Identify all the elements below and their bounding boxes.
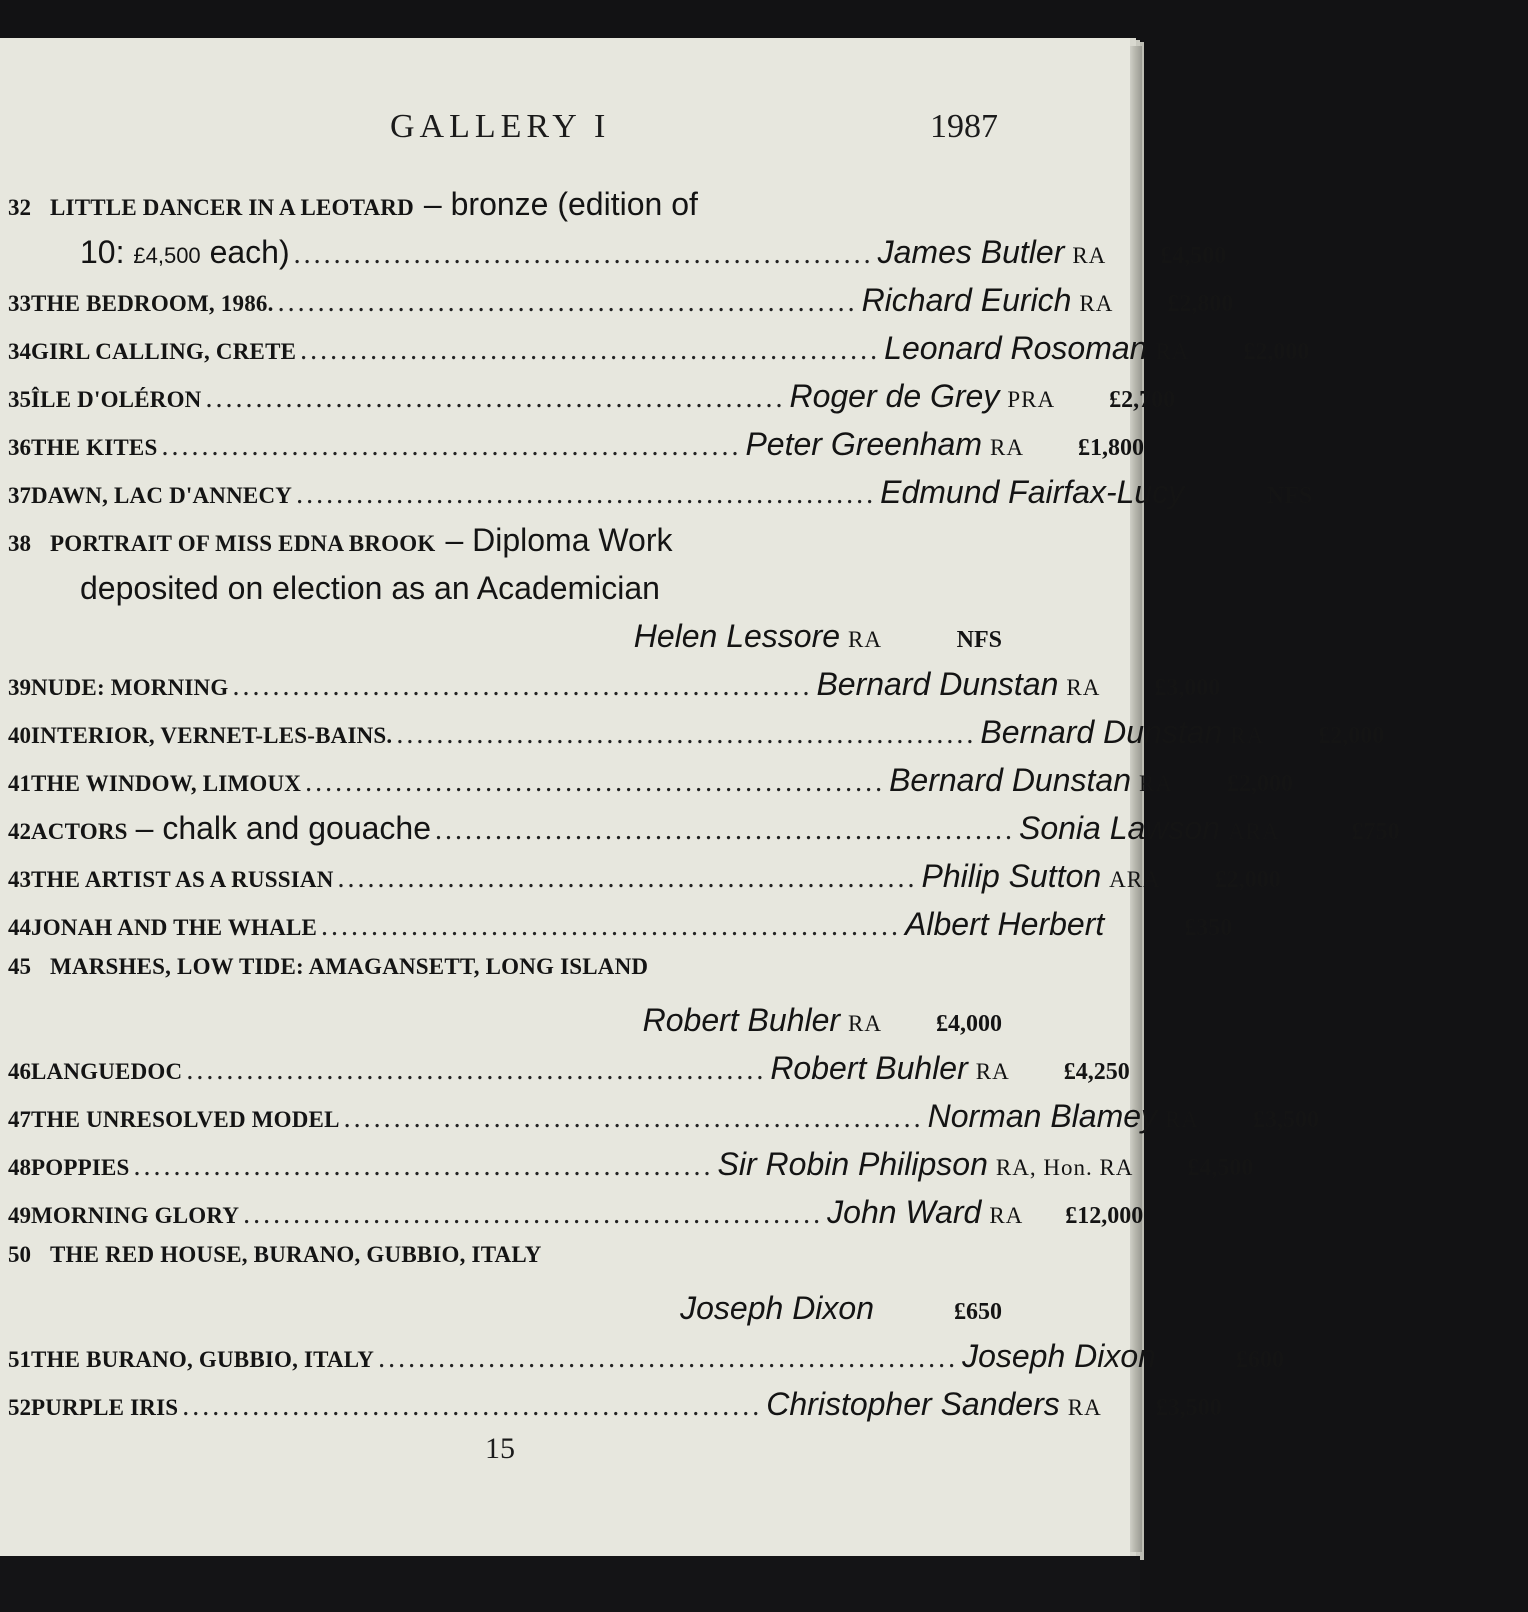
entry-number: 43 bbox=[8, 867, 31, 892]
catalogue-entry bbox=[0, 426, 1144, 474]
catalogue-entry bbox=[0, 666, 1221, 714]
catalogue-entry bbox=[0, 1146, 1254, 1194]
catalogue-entry bbox=[0, 1338, 1284, 1386]
catalogue-entry bbox=[0, 186, 1227, 282]
entry-title: ACTORS bbox=[31, 819, 128, 844]
entry-description: – Diploma Work bbox=[445, 522, 673, 558]
entry-artist: Philip Sutton bbox=[921, 858, 1102, 894]
entry-title: THE KITES bbox=[31, 435, 158, 460]
leader-dots: .......................................................... bbox=[343, 1103, 924, 1134]
entry-artist-suffix: PRA bbox=[1007, 387, 1056, 412]
catalogue-entry bbox=[0, 474, 1313, 522]
entry-number: 44 bbox=[8, 915, 31, 940]
entry-price: £2,700 bbox=[1109, 387, 1176, 413]
page-number: 15 bbox=[485, 1432, 515, 1465]
entry-price: £750 bbox=[1351, 819, 1400, 845]
background-bottom bbox=[0, 1556, 1140, 1612]
entry-title: THE RED HOUSE, BURANO, GUBBIO, ITALY bbox=[50, 1242, 542, 1267]
entry-number: 51 bbox=[8, 1347, 31, 1372]
entry-title: LITTLE DANCER IN A LEOTARD bbox=[50, 195, 414, 220]
entry-continuation: deposited on election as an Academician bbox=[80, 570, 660, 606]
entry-price: £1,800 bbox=[1077, 435, 1144, 461]
entry-title: THE BURANO, GUBBIO, ITALY bbox=[31, 1347, 375, 1372]
entry-title: THE ARTIST AS A RUSSIAN bbox=[31, 867, 334, 892]
entry-artist: Norman Blamey bbox=[927, 1098, 1158, 1134]
entry-artist: Richard Eurich bbox=[861, 282, 1072, 318]
entry-number: 45 bbox=[8, 954, 31, 979]
entry-price: NFS bbox=[956, 627, 1002, 653]
entry-price: £2,000 bbox=[1226, 771, 1293, 797]
entry-title: ÎLE D'OLÉRON bbox=[31, 387, 202, 412]
entry-artist-suffix: RA bbox=[1067, 1395, 1102, 1420]
leader-dots: .......................................................... bbox=[305, 767, 886, 798]
entry-description: – bronze (edition of bbox=[423, 186, 698, 222]
entry-number: 32 bbox=[8, 195, 31, 220]
entry-price: £650 bbox=[954, 1299, 1002, 1325]
leader-dots: .......................................................... bbox=[161, 431, 742, 462]
entry-number: 42 bbox=[8, 819, 31, 844]
entry-title: PURPLE IRIS bbox=[31, 1395, 179, 1420]
entry-artist: Bernard Dunstan bbox=[889, 762, 1131, 798]
entry-price: £2,800 bbox=[1167, 291, 1234, 317]
leader-dots: .......................................................... bbox=[396, 719, 977, 750]
entry-price: £4,500 bbox=[1187, 1155, 1254, 1181]
catalogue-entry bbox=[0, 1386, 1222, 1434]
entry-number: 47 bbox=[8, 1107, 31, 1132]
catalogue-entry bbox=[0, 906, 1233, 954]
entry-number: 50 bbox=[8, 1242, 31, 1267]
catalogue-entry bbox=[0, 282, 1234, 330]
entry-title: THE BEDROOM, 1986. bbox=[31, 291, 274, 316]
entry-price: £2,000 bbox=[1214, 867, 1281, 893]
catalogue-entry bbox=[0, 762, 1293, 810]
entry-artist: Christopher Sanders bbox=[766, 1386, 1060, 1422]
entry-description: – chalk and gouache bbox=[135, 810, 431, 846]
catalogue-entry bbox=[0, 1098, 1319, 1146]
leader-dots: .......................................................... bbox=[243, 1199, 824, 1230]
leader-dots: .......................................................... bbox=[293, 239, 874, 270]
leader-dots: .......................................................... bbox=[133, 1151, 714, 1182]
entry-price: £3,500 bbox=[1155, 1395, 1222, 1421]
leader-dots: .......................................................... bbox=[321, 911, 902, 942]
entry-artist: Joseph Dixon bbox=[680, 1290, 874, 1326]
entry-number: 36 bbox=[8, 435, 31, 460]
entry-title: MARSHES, LOW TIDE: AMAGANSETT, LONG ISLAND bbox=[50, 954, 649, 979]
entry-artist: Helen Lessore bbox=[633, 618, 841, 654]
entry-artist: Leonard Rosoman bbox=[884, 330, 1148, 366]
entry-artist-suffix: RA bbox=[990, 435, 1024, 460]
entry-artist-suffix: RA bbox=[848, 1011, 882, 1036]
leader-dots: .......................................................... bbox=[182, 1391, 763, 1422]
entry-artist-suffix: RA bbox=[1066, 675, 1101, 700]
entry-price: £12,000 bbox=[1065, 1203, 1144, 1229]
catalogue-entry bbox=[0, 1194, 1144, 1242]
leader-dots: .......................................................... bbox=[434, 815, 1015, 846]
entry-artist: Edmund Fairfax-Lucy bbox=[880, 474, 1185, 510]
leader-dots: .......................................................... bbox=[337, 863, 918, 894]
entry-title: JONAH AND THE WHALE bbox=[31, 915, 318, 940]
entry-artist: Robert Buhler bbox=[770, 1050, 968, 1086]
entry-artist: Bernard Dunstan bbox=[816, 666, 1059, 702]
entry-artist-suffix: ARA bbox=[1109, 867, 1161, 892]
entry-number: 41 bbox=[8, 771, 31, 796]
gallery-title: GALLERY I bbox=[390, 108, 611, 145]
catalogue-entry bbox=[0, 330, 1310, 378]
entry-price: £3,000 bbox=[1154, 675, 1221, 701]
entry-number: 46 bbox=[8, 1059, 31, 1084]
catalogue-entry bbox=[0, 1242, 1130, 1338]
entry-price: £350 bbox=[1184, 915, 1233, 941]
entry-number: 40 bbox=[8, 723, 31, 748]
entry-number: 52 bbox=[8, 1395, 31, 1420]
entry-number: 38 bbox=[8, 531, 31, 556]
entry-number: 39 bbox=[8, 675, 31, 700]
entry-price: £4,000 bbox=[936, 1011, 1002, 1037]
entry-artist-suffix: RA bbox=[1139, 771, 1173, 796]
entry-artist-suffix: RA bbox=[1072, 243, 1107, 268]
entry-artist: Sonia Lawson bbox=[1018, 810, 1221, 846]
entry-price: £3,500 bbox=[1252, 1107, 1319, 1133]
entry-artist-suffix: RA, Hon. RA bbox=[995, 1155, 1134, 1180]
entry-artist-suffix: RA bbox=[975, 1059, 1010, 1084]
entry-artist: Robert Buhler bbox=[642, 1002, 841, 1038]
entry-title: MORNING GLORY bbox=[31, 1203, 240, 1228]
leader-dots: .......................................................... bbox=[205, 383, 786, 414]
entry-artist: Sir Robin Philipson bbox=[717, 1146, 988, 1182]
entry-artist-suffix: RA bbox=[989, 1203, 1024, 1228]
entry-artist: Albert Herbert bbox=[905, 906, 1105, 942]
entry-number: 49 bbox=[8, 1203, 31, 1228]
leader-dots: .......................................................... bbox=[378, 1343, 959, 1374]
leader-dots: .......................................................... bbox=[296, 479, 877, 510]
entry-title: NUDE: MORNING bbox=[31, 675, 229, 700]
entry-artist-suffix: RA bbox=[1165, 1107, 1199, 1132]
entry-title: POPPIES bbox=[31, 1155, 130, 1180]
entry-artist-suffix: RA bbox=[848, 627, 882, 652]
catalogue-entry bbox=[0, 1050, 1130, 1098]
entry-artist-suffix: ARA bbox=[1228, 819, 1280, 844]
entry-price: £600 bbox=[1235, 1347, 1284, 1373]
entry-artist: Bernard Dunstan bbox=[980, 714, 1223, 750]
entry-title: GIRL CALLING, CRETE bbox=[31, 339, 297, 364]
catalogue-entry bbox=[0, 378, 1176, 426]
catalogue-entry bbox=[0, 522, 1130, 666]
entry-price: £4,500 bbox=[1160, 243, 1227, 269]
leader-dots: .......................................................... bbox=[232, 671, 813, 702]
catalogue-entry bbox=[0, 714, 1385, 762]
entry-artist-suffix: RA bbox=[1230, 723, 1265, 748]
entry-number: 34 bbox=[8, 339, 31, 364]
page-stack-edge bbox=[1130, 46, 1142, 1552]
entry-number: 33 bbox=[8, 291, 31, 316]
entry-artist: Peter Greenham bbox=[745, 426, 982, 462]
catalogue-entry bbox=[0, 858, 1281, 906]
entry-number: 37 bbox=[8, 483, 31, 508]
entry-number: 35 bbox=[8, 387, 31, 412]
catalogue-list bbox=[0, 186, 1400, 1434]
leader-dots: .......................................................... bbox=[277, 287, 858, 318]
entry-artist: Joseph Dixon bbox=[962, 1338, 1156, 1374]
entry-price: £2,000 bbox=[1243, 339, 1310, 365]
entry-artist: James Butler bbox=[877, 234, 1065, 270]
entry-artist-suffix: RA bbox=[1155, 339, 1190, 364]
entry-title: INTERIOR, VERNET-LES-BAINS. bbox=[31, 723, 393, 748]
leader-dots: .......................................................... bbox=[300, 335, 881, 366]
entry-title: PORTRAIT OF MISS EDNA BROOK bbox=[50, 531, 436, 556]
entry-price: NFS bbox=[1266, 483, 1313, 509]
entry-title: THE WINDOW, LIMOUX bbox=[31, 771, 302, 796]
entry-continuation: 10: £4,500 each) bbox=[80, 234, 290, 270]
entry-artist: John Ward bbox=[827, 1194, 982, 1230]
entry-artist: Roger de Grey bbox=[789, 378, 1000, 414]
entry-number: 48 bbox=[8, 1155, 31, 1180]
entry-title: THE UNRESOLVED MODEL bbox=[31, 1107, 340, 1132]
entry-price: £2,000 bbox=[1318, 723, 1385, 749]
entry-title: DAWN, LAC D'ANNECY bbox=[31, 483, 293, 508]
leader-dots: .......................................................... bbox=[186, 1055, 767, 1086]
catalogue-year: 1987 bbox=[930, 108, 998, 145]
entry-price: £4,250 bbox=[1063, 1059, 1130, 1085]
catalogue-entry bbox=[0, 810, 1400, 858]
entry-artist-suffix: RA bbox=[1079, 291, 1114, 316]
entry-title: LANGUEDOC bbox=[31, 1059, 183, 1084]
catalogue-entry bbox=[0, 954, 1130, 1050]
